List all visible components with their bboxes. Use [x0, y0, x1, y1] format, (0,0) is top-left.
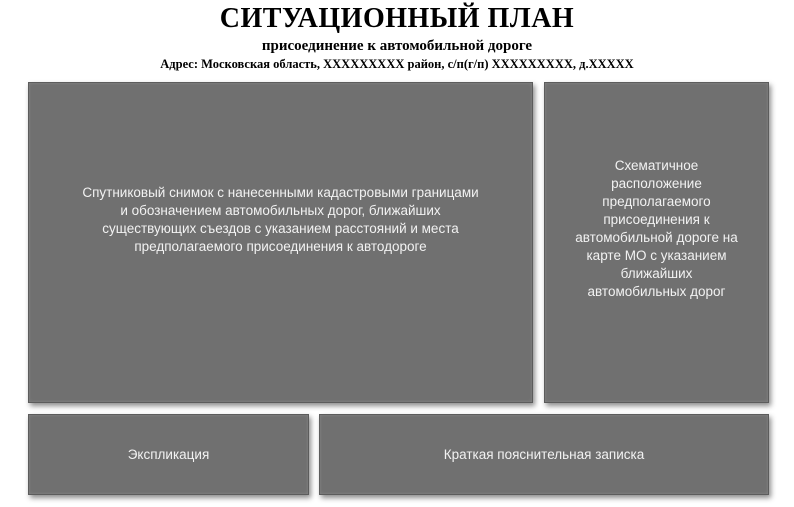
satellite-image-block: [28, 82, 533, 403]
schematic-map-label: Схематичное расположение предполагаемого присоединения к автомобильной дороге на карте МО с указанием ближайших автомобильных дорог: [575, 157, 738, 299]
page-title: СИТУАЦИОННЫЙ ПЛАН: [219, 3, 575, 34]
explanatory-note-label: Краткая пояснительная записка: [443, 446, 645, 462]
schematic-map-block: [544, 82, 769, 403]
page-subtitle: присоединение к автомобильной дороге: [261, 38, 533, 54]
address-line: Адрес: Московская область, ХХХХХХХХХ район, с/п(г/п) ХХХХХХХХХ, д.ХХХХХ: [160, 57, 634, 71]
explication-block: [28, 414, 309, 495]
explanatory-note-block: [319, 414, 769, 495]
satellite-image-label: Спутниковый снимок с нанесенными кадастровыми границами и обозначением автомобильных дорог, ближайших существующих съездов с указанием расстояний и места предполагаемого присоединения к автодороге: [82, 185, 479, 254]
explication-label: Экспликация: [127, 446, 210, 462]
